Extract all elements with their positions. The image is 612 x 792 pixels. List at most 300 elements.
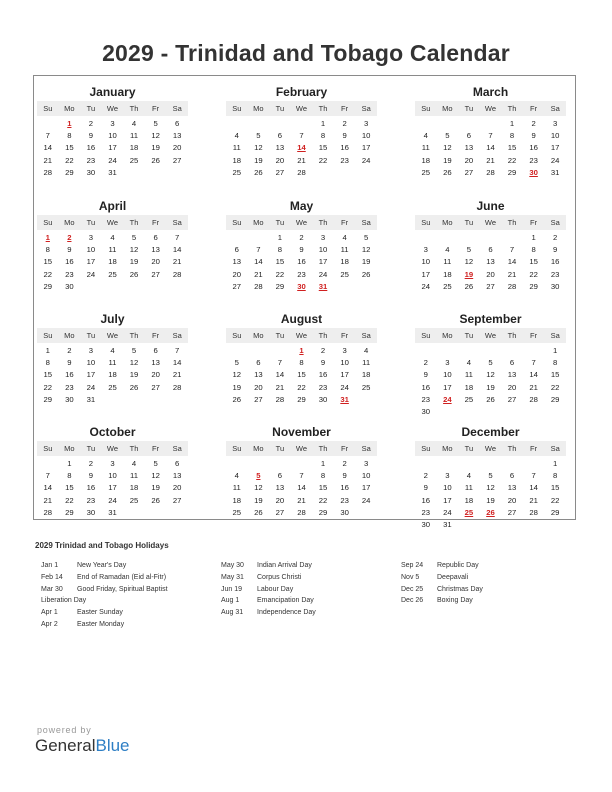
- holiday-date: Mar 30: [41, 585, 63, 593]
- month-may: [226, 197, 377, 293]
- holiday-day-cell: 5: [256, 471, 261, 481]
- day-cell: 18: [464, 382, 474, 392]
- weekday-header: [415, 441, 566, 456]
- empty-day-cell: [480, 519, 502, 531]
- empty-day-cell: [523, 519, 545, 531]
- month-name: October: [89, 425, 136, 439]
- empty-day-cell: [415, 232, 437, 244]
- month-june: [415, 197, 566, 293]
- day-cell: 11: [108, 358, 117, 368]
- holiday-date: Jun 19: [221, 585, 243, 593]
- weekday-label: Th: [507, 218, 517, 227]
- day-cell: 11: [443, 257, 452, 267]
- day-cell: 13: [172, 471, 182, 481]
- weekday-label: Th: [129, 331, 139, 340]
- day-cell: 22: [550, 382, 560, 392]
- empty-day-cell: [37, 118, 59, 130]
- day-cell: 16: [86, 143, 96, 153]
- day-cell: 22: [318, 495, 328, 505]
- empty-day-cell: [523, 345, 545, 357]
- day-cell: 13: [151, 245, 160, 255]
- weekday-label: Tu: [275, 104, 285, 113]
- day-cell: 5: [488, 358, 493, 368]
- weekday-label: We: [295, 444, 308, 453]
- weekday-label: Su: [43, 218, 53, 227]
- weekday-label: Fr: [341, 218, 349, 227]
- day-cell: 24: [361, 155, 371, 165]
- holiday-date: Apr 1: [41, 609, 58, 617]
- month-name: March: [472, 85, 509, 99]
- day-cell: 21: [254, 269, 263, 279]
- day-cell: 27: [151, 269, 160, 279]
- day-grid: [226, 345, 377, 406]
- day-cell: 4: [342, 233, 347, 242]
- day-cell: 30: [421, 406, 431, 416]
- holiday-name: Easter Sunday: [77, 609, 123, 617]
- day-cell: 12: [151, 131, 160, 141]
- day-cell: 18: [340, 257, 349, 267]
- holiday-day-cell: 1: [299, 346, 304, 355]
- empty-day-cell: [415, 458, 437, 470]
- day-cell: 11: [421, 143, 430, 153]
- weekday-label: We: [295, 104, 308, 113]
- empty-day-cell: [166, 281, 188, 293]
- day-cell: 16: [297, 257, 306, 267]
- day-cell: 4: [364, 346, 369, 355]
- day-cell: 1: [45, 346, 50, 355]
- day-cell: 10: [108, 471, 117, 481]
- day-cell: 16: [340, 483, 349, 493]
- empty-day-cell: [312, 167, 334, 179]
- holiday-name: Liberation Day: [41, 597, 87, 605]
- day-cell: 24: [86, 382, 96, 392]
- weekday-label: Tu: [86, 104, 96, 113]
- day-cell: 27: [232, 281, 242, 291]
- holiday-name: Deepavali: [437, 573, 469, 581]
- weekday-label: Fr: [530, 444, 538, 453]
- day-cell: 5: [256, 131, 261, 141]
- day-cell: 23: [86, 155, 96, 165]
- day-cell: 15: [43, 370, 53, 380]
- day-cell: 22: [65, 155, 74, 165]
- weekday-label: Fr: [341, 444, 349, 453]
- day-cell: 21: [529, 495, 538, 505]
- day-cell: 5: [466, 245, 472, 255]
- day-cell: 23: [421, 507, 431, 517]
- holiday-date: Aug 31: [221, 609, 244, 617]
- weekday-label: Th: [507, 104, 517, 113]
- day-cell: 27: [151, 382, 160, 392]
- day-cell: 20: [275, 155, 285, 165]
- weekday-label: We: [484, 444, 497, 453]
- day-cell: 30: [318, 394, 328, 404]
- day-cell: 10: [443, 370, 452, 380]
- day-cell: 15: [318, 483, 328, 493]
- day-cell: 22: [318, 155, 328, 165]
- day-cell: 7: [175, 346, 180, 355]
- weekday-label: Su: [232, 218, 242, 227]
- day-cell: 11: [362, 358, 371, 368]
- empty-day-cell: [355, 507, 377, 519]
- day-cell: 6: [153, 346, 158, 355]
- brand-text-blue: Blue: [95, 736, 130, 755]
- day-cell: 2: [531, 119, 536, 128]
- day-cell: 15: [529, 257, 538, 267]
- day-cell: 22: [529, 269, 538, 279]
- month-name: August: [280, 312, 323, 326]
- day-cell: 26: [486, 394, 495, 404]
- day-cell: 2: [423, 358, 428, 368]
- day-cell: 9: [423, 483, 428, 493]
- empty-day-cell: [458, 345, 480, 357]
- empty-day-cell: [269, 458, 291, 470]
- weekday-label: Tu: [464, 218, 474, 227]
- day-grid: [415, 458, 566, 531]
- day-cell: 5: [131, 233, 137, 242]
- day-cell: 29: [550, 507, 560, 517]
- weekday-label: Mo: [253, 104, 264, 113]
- day-cell: 7: [256, 245, 261, 255]
- holiday-date: Jan 1: [41, 562, 59, 569]
- weekday-label: Th: [129, 444, 139, 453]
- day-cell: 26: [254, 167, 263, 177]
- weekday-label: Su: [43, 331, 53, 340]
- weekday-label: Tu: [86, 444, 96, 453]
- day-cell: 11: [232, 483, 241, 493]
- month-name: May: [289, 199, 314, 213]
- day-grid: [226, 458, 377, 519]
- day-cell: 7: [509, 245, 515, 255]
- month-july: [37, 310, 188, 406]
- weekday-label: Fr: [530, 331, 538, 340]
- day-cell: 4: [110, 233, 115, 242]
- day-cell: 12: [232, 370, 242, 380]
- day-cell: 24: [443, 507, 452, 517]
- holiday-day-cell: 24: [443, 394, 452, 404]
- empty-day-cell: [458, 118, 480, 130]
- day-cell: 31: [550, 167, 560, 177]
- day-cell: 29: [65, 167, 74, 177]
- day-cell: 16: [340, 143, 349, 153]
- day-cell: 28: [529, 394, 538, 404]
- day-cell: 22: [43, 382, 53, 392]
- day-cell: 21: [297, 155, 306, 165]
- day-cell: 21: [297, 495, 306, 505]
- day-cell: 20: [172, 143, 182, 153]
- empty-day-cell: [269, 118, 291, 130]
- weekday-label: Tu: [275, 444, 285, 453]
- weekday-label: Sa: [361, 331, 371, 340]
- day-cell: 11: [130, 131, 139, 141]
- day-grid: [37, 458, 188, 519]
- day-cell: 23: [297, 269, 306, 279]
- day-cell: 13: [275, 143, 285, 153]
- weekday-label: Th: [318, 104, 328, 113]
- month-name: February: [275, 85, 328, 99]
- day-cell: 24: [108, 155, 117, 165]
- day-cell: 11: [464, 370, 473, 380]
- day-cell: 18: [464, 495, 474, 505]
- day-cell: 5: [488, 471, 493, 481]
- day-cell: 21: [275, 382, 285, 392]
- day-cell: 8: [299, 358, 304, 368]
- holiday-day-cell: 2: [67, 233, 72, 242]
- day-cell: 27: [507, 507, 517, 517]
- weekday-label: Mo: [253, 444, 264, 453]
- day-cell: 27: [172, 495, 182, 505]
- holiday-date: Dec 26: [401, 597, 424, 605]
- month-august: [226, 310, 377, 406]
- weekday-label: We: [106, 218, 119, 227]
- weekday-label: Mo: [64, 331, 75, 340]
- empty-day-cell: [355, 394, 377, 406]
- day-cell: 31: [86, 394, 96, 404]
- day-cell: 13: [232, 257, 242, 267]
- month-name: April: [98, 199, 127, 213]
- day-cell: 8: [320, 131, 326, 141]
- empty-day-cell: [480, 406, 502, 418]
- day-cell: 31: [443, 519, 452, 529]
- month-april: [37, 197, 188, 293]
- weekday-label: Su: [421, 331, 431, 340]
- weekday-label: Sa: [172, 444, 182, 453]
- weekday-label: We: [106, 444, 119, 453]
- day-cell: 26: [129, 269, 139, 279]
- day-cell: 12: [486, 370, 495, 380]
- day-cell: 16: [421, 382, 431, 392]
- day-cell: 8: [67, 471, 72, 481]
- weekday-label: Tu: [464, 104, 474, 113]
- empty-day-cell: [355, 167, 377, 179]
- day-cell: 29: [318, 507, 328, 517]
- weekday-label: Mo: [64, 444, 75, 453]
- day-cell: 17: [361, 143, 371, 153]
- empty-day-cell: [544, 406, 566, 418]
- day-cell: 28: [275, 394, 285, 404]
- day-cell: 19: [254, 495, 263, 505]
- day-cell: 14: [529, 483, 538, 493]
- day-cell: 1: [67, 459, 72, 468]
- day-cell: 3: [110, 459, 115, 468]
- day-cell: 19: [151, 483, 160, 493]
- day-cell: 3: [364, 459, 369, 468]
- empty-day-cell: [269, 345, 291, 357]
- day-cell: 6: [509, 358, 515, 368]
- day-cell: 14: [172, 358, 182, 368]
- weekday-header: [37, 441, 188, 456]
- empty-day-cell: [145, 281, 167, 293]
- day-cell: 4: [131, 119, 137, 128]
- day-cell: 28: [297, 167, 306, 177]
- day-cell: 31: [108, 507, 117, 517]
- day-cell: 26: [232, 394, 242, 404]
- day-cell: 23: [65, 269, 74, 279]
- day-cell: 19: [129, 370, 139, 380]
- day-cell: 30: [65, 281, 74, 291]
- day-cell: 8: [553, 358, 558, 368]
- day-cell: 8: [320, 471, 326, 481]
- empty-day-cell: [291, 458, 313, 470]
- powered-by-text: powered by: [37, 725, 92, 735]
- day-cell: 23: [421, 394, 431, 404]
- holiday-date: Sep 24: [401, 562, 424, 569]
- day-cell: 27: [486, 281, 495, 291]
- day-cell: 14: [275, 370, 285, 380]
- day-cell: 19: [443, 155, 452, 165]
- day-cell: 9: [423, 370, 428, 380]
- day-cell: 29: [507, 167, 517, 177]
- day-cell: 3: [88, 233, 94, 242]
- day-cell: 3: [110, 119, 115, 128]
- weekday-label: Mo: [253, 218, 264, 227]
- day-cell: 23: [86, 495, 96, 505]
- day-cell: 24: [86, 269, 96, 279]
- weekday-label: Mo: [442, 218, 453, 227]
- day-cell: 3: [423, 245, 428, 255]
- empty-day-cell: [166, 167, 188, 179]
- day-cell: 19: [254, 155, 263, 165]
- day-cell: 9: [553, 245, 558, 255]
- day-cell: 21: [43, 495, 53, 505]
- day-cell: 6: [256, 358, 261, 368]
- day-cell: 10: [443, 483, 452, 493]
- day-cell: 15: [550, 483, 560, 493]
- empty-day-cell: [458, 519, 480, 531]
- day-cell: 7: [45, 131, 50, 141]
- day-cell: 28: [254, 281, 263, 291]
- day-cell: 29: [43, 281, 53, 291]
- day-cell: 26: [361, 269, 371, 279]
- weekday-label: Tu: [86, 218, 96, 227]
- empty-day-cell: [248, 118, 270, 130]
- day-cell: 15: [550, 370, 560, 380]
- weekday-label: Mo: [442, 331, 453, 340]
- empty-day-cell: [501, 458, 523, 470]
- day-grid: [37, 118, 188, 179]
- empty-day-cell: [123, 167, 145, 179]
- empty-day-cell: [102, 394, 124, 406]
- day-cell: 30: [340, 507, 349, 517]
- weekday-header: [415, 328, 566, 343]
- weekday-label: Fr: [341, 331, 349, 340]
- day-cell: 28: [172, 382, 182, 392]
- empty-day-cell: [501, 406, 523, 418]
- day-cell: 2: [88, 119, 94, 128]
- day-cell: 7: [277, 358, 283, 368]
- day-cell: 15: [318, 143, 328, 153]
- day-cell: 15: [65, 483, 74, 493]
- day-cell: 21: [43, 155, 53, 165]
- holiday-name: Corpus Christi: [257, 573, 302, 581]
- day-cell: 12: [486, 483, 495, 493]
- day-cell: 6: [466, 131, 472, 141]
- empty-day-cell: [145, 167, 167, 179]
- weekday-label: Th: [318, 444, 328, 453]
- day-cell: 13: [275, 483, 285, 493]
- day-cell: 3: [88, 346, 94, 355]
- day-cell: 25: [108, 382, 117, 392]
- day-cell: 16: [421, 495, 431, 505]
- day-cell: 22: [297, 382, 306, 392]
- weekday-label: Fr: [341, 104, 349, 113]
- day-cell: 17: [86, 257, 96, 267]
- day-cell: 6: [175, 459, 180, 468]
- day-cell: 8: [553, 471, 558, 481]
- day-cell: 17: [108, 143, 117, 153]
- day-cell: 28: [507, 281, 517, 291]
- day-cell: 4: [466, 358, 472, 368]
- empty-day-cell: [415, 345, 437, 357]
- day-cell: 30: [86, 507, 96, 517]
- day-cell: 13: [172, 131, 182, 141]
- day-cell: 4: [131, 459, 137, 468]
- day-cell: 12: [129, 245, 139, 255]
- day-cell: 19: [232, 382, 242, 392]
- empty-day-cell: [123, 507, 145, 519]
- day-cell: 9: [299, 245, 304, 255]
- day-cell: 8: [277, 245, 283, 255]
- holiday-day-cell: 1: [45, 233, 50, 242]
- day-cell: 14: [254, 257, 263, 267]
- day-cell: 10: [86, 245, 96, 255]
- day-cell: 28: [43, 507, 53, 517]
- day-cell: 18: [232, 495, 242, 505]
- day-cell: 20: [254, 382, 263, 392]
- holiday-date: May 30: [221, 562, 244, 569]
- day-cell: 15: [65, 143, 74, 153]
- day-cell: 24: [550, 155, 560, 165]
- weekday-header: [226, 328, 377, 343]
- day-cell: 18: [232, 155, 242, 165]
- day-cell: 4: [445, 245, 450, 255]
- weekday-header: [415, 101, 566, 116]
- day-cell: 6: [234, 245, 239, 255]
- holiday-date: Dec 25: [401, 585, 424, 593]
- day-cell: 4: [423, 131, 428, 141]
- empty-day-cell: [123, 394, 145, 406]
- empty-day-cell: [248, 458, 270, 470]
- generalblue-logo[interactable]: [35, 736, 130, 756]
- day-cell: 14: [43, 483, 53, 493]
- day-cell: 16: [318, 370, 328, 380]
- day-cell: 13: [464, 143, 474, 153]
- empty-day-cell: [226, 345, 248, 357]
- day-cell: 2: [423, 471, 428, 481]
- day-cell: 14: [486, 143, 495, 153]
- day-cell: 1: [509, 119, 515, 128]
- day-cell: 13: [507, 483, 517, 493]
- empty-day-cell: [248, 345, 270, 357]
- day-cell: 1: [320, 119, 326, 128]
- empty-day-cell: [102, 281, 124, 293]
- day-cell: 3: [445, 358, 450, 368]
- holiday-date: Aug 1: [221, 597, 240, 605]
- weekday-label: Sa: [361, 218, 371, 227]
- empty-day-cell: [291, 118, 313, 130]
- day-cell: 1: [277, 233, 283, 242]
- weekday-label: We: [106, 331, 119, 340]
- weekday-header: [226, 441, 377, 456]
- weekday-label: Su: [43, 104, 53, 113]
- day-cell: 10: [361, 131, 371, 141]
- weekday-label: Th: [129, 104, 139, 113]
- weekday-label: We: [106, 104, 119, 113]
- day-cell: 7: [488, 131, 493, 141]
- day-cell: 19: [486, 495, 495, 505]
- day-cell: 17: [318, 257, 328, 267]
- weekday-label: Sa: [361, 444, 371, 453]
- month-december: [415, 423, 566, 531]
